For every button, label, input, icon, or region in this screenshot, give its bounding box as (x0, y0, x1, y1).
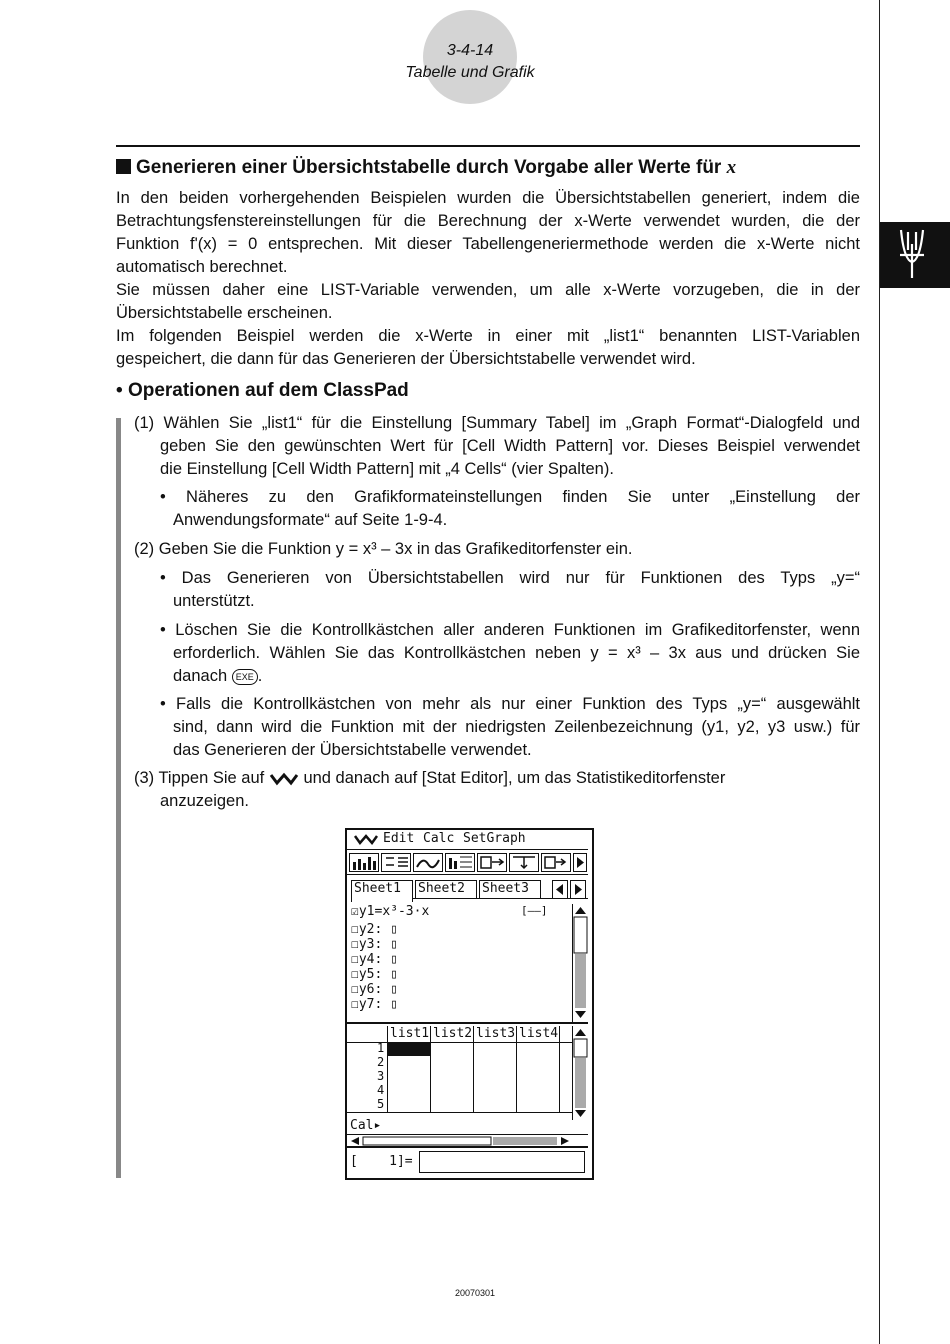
graph-editor (347, 902, 588, 1024)
list-right-icon[interactable] (477, 853, 507, 872)
text-line: Übersichtstabelle erscheinen. (116, 304, 333, 322)
menu-edit[interactable]: Edit (383, 831, 415, 846)
cal-button[interactable]: Cal▸ (350, 1118, 382, 1133)
checkbox-icon[interactable]: ☐ (351, 922, 359, 937)
function-row-y4[interactable]: ☐y4: ▯ (351, 952, 398, 967)
tab-scroll-left-icon[interactable] (552, 880, 568, 899)
list-insert-icon[interactable] (541, 853, 571, 872)
text-line: Funktion f'(x) = 0 entsprechen. Mit dieser Tabellengeneriermethode werden die x-Werte nicht (116, 235, 860, 253)
menu-calc[interactable]: Calc (423, 831, 455, 846)
tab-sheet2[interactable]: Sheet2 (415, 880, 477, 899)
menu-setgraph[interactable]: SetGraph (463, 831, 526, 846)
function-row-y1[interactable]: ☑y1=x³-3·x (351, 904, 430, 919)
intro-text (116, 187, 860, 371)
procedure-bar (116, 418, 121, 1178)
checkbox-icon[interactable]: ☐ (351, 952, 359, 967)
menu-arrow-icon[interactable] (353, 831, 379, 849)
step-2-note-2: • Löschen Sie die Kontrollkästchen aller anderen Funktionen im Grafikeditorfenster, wenn erforderlich. Wählen Sie das Kontrollkästchen neben y = x³ – 3x aus und drücken Sie danach EXE . (160, 621, 860, 685)
text-line: In den beiden vorhergehenden Beispielen wurden die Übersichtstabellen generiert, indem die (116, 189, 860, 207)
text-line: automatisch berechnet. (116, 258, 288, 276)
horizontal-scrollbar[interactable] (347, 1134, 588, 1148)
step-2-note-3: • Falls die Kontrollkästchen von mehr als nur einer Funktion des Typs „y=“ ausgewählt sind, dann wird die Funktion mit der niedrigsten Zeilenbezeichnung (y1, y2, y3 usw.) für das Generieren der Übersichtstabelle verwendet. (160, 695, 860, 759)
cal-row (347, 1120, 588, 1134)
menu-arrow-icon (269, 772, 299, 786)
function-row-y7[interactable]: ☐y7: ▯ (351, 997, 398, 1012)
text-line: gespeichert, die dann für das Generieren der Übersichtstabelle verwendet wird. (116, 350, 696, 368)
list-header[interactable]: list2 (433, 1026, 473, 1041)
list-header[interactable]: list4 (519, 1026, 559, 1041)
graph-chapter-icon (880, 222, 950, 288)
row-number: 4 (377, 1083, 385, 1097)
classpad-screen (345, 828, 594, 1180)
function-row-y5[interactable]: ☐y5: ▯ (351, 967, 398, 982)
menu-bar (347, 830, 588, 850)
draw-icon[interactable] (413, 853, 443, 872)
row-number: 1 (377, 1041, 385, 1055)
square-bullet-icon (116, 159, 131, 174)
list-down-icon[interactable] (509, 853, 539, 872)
chapter-tab (880, 222, 950, 288)
checked-box-icon[interactable]: ☑ (351, 904, 359, 919)
page-number: 3-4-14 (446, 42, 494, 59)
margin-rule (879, 0, 880, 1344)
row-number: 3 (377, 1069, 385, 1083)
text-line: Betrachtungsfenstereinstellungen für die Berechnung der x-Werte verwendet wurden, die der (116, 212, 860, 230)
list-header[interactable]: list1 (390, 1026, 430, 1041)
tab-scroll-right-icon[interactable] (570, 880, 586, 899)
checkbox-icon[interactable]: ☐ (351, 937, 359, 952)
list-grid (347, 1026, 572, 1120)
cell-input[interactable] (419, 1151, 585, 1173)
step-2: (2) Geben Sie die Funktion y = x³ – 3x in das Grafikeditorfenster ein. (134, 540, 633, 558)
step-1-note: • Näheres zu den Grafikformateinstellungen finden Sie unter „Einstellung der Anwendungsformate“ auf Seite 1-9-4. (160, 488, 860, 529)
checkbox-icon[interactable]: ☐ (351, 997, 359, 1012)
step-1: (1) Wählen Sie „list1“ für die Einstellung [Summary Tabel] im „Graph Format“-Dialogfeld und geben Sie den gewünschten Wert für [Cell Width Pattern] vor. Dieses Beispiel verwendet die Einstellung [Cell Width Pattern] mit „4 Cells“ (vier Spalten). (134, 414, 860, 478)
function-row-y2[interactable]: ☐y2: ▯ (351, 922, 398, 937)
operations-heading: • Operationen auf dem ClassPad (116, 380, 409, 401)
sheet-tabs (347, 876, 588, 902)
section-rule (116, 145, 860, 147)
graph-window-icon[interactable] (349, 853, 379, 872)
function-row-y6[interactable]: ☐y6: ▯ (351, 982, 398, 997)
footer-code: 20070301 (454, 1288, 496, 1298)
toolbar (347, 851, 588, 875)
row-number: 2 (377, 1055, 385, 1069)
row-number: 5 (377, 1097, 385, 1111)
list-scrollbar[interactable] (572, 1026, 588, 1120)
step-2-note-1: • Das Generieren von Übersichtstabellen wird nur für Funktionen des Typs „y=“ unterstützt. (160, 569, 860, 610)
checkbox-icon[interactable]: ☐ (351, 967, 359, 982)
graph-table-icon[interactable] (445, 853, 475, 872)
bullet-icon: • (116, 380, 123, 401)
editor-scrollbar[interactable] (572, 904, 588, 1022)
tab-sheet1[interactable]: Sheet1 (351, 880, 413, 902)
checkbox-icon[interactable]: ☐ (351, 982, 359, 997)
section-heading: Generieren einer Übersichtstabelle durch Vorgabe aller Werte für x (116, 157, 736, 179)
chapter-title: Tabelle und Grafik (405, 64, 535, 81)
text-line: Sie müssen daher eine LIST-Variable verwenden, um alle x-Werte vorzugeben, die in der (116, 281, 860, 299)
input-line (347, 1150, 588, 1176)
line-style-indicator[interactable]: [——] (521, 904, 548, 917)
stat-editor (347, 1026, 588, 1120)
tab-sheet3[interactable]: Sheet3 (479, 880, 541, 899)
table-window-icon[interactable] (381, 853, 411, 872)
function-row-y3[interactable]: ☐y3: ▯ (351, 937, 398, 952)
selected-cell[interactable] (388, 1043, 430, 1056)
step-3: (3) Tippen Sie auf und danach auf [Stat Editor], um das Statistikeditorfenster anzuzeigen. (134, 769, 726, 810)
list-header[interactable]: list3 (476, 1026, 516, 1041)
cell-reference: [ 1]= (350, 1154, 413, 1169)
toolbar-scroll-right-icon[interactable] (573, 853, 587, 872)
text-line: Im folgenden Beispiel werden die x-Werte in einer mit „list1“ benannten LIST-Variablen (116, 327, 860, 345)
exe-key-icon: EXE (232, 669, 258, 685)
